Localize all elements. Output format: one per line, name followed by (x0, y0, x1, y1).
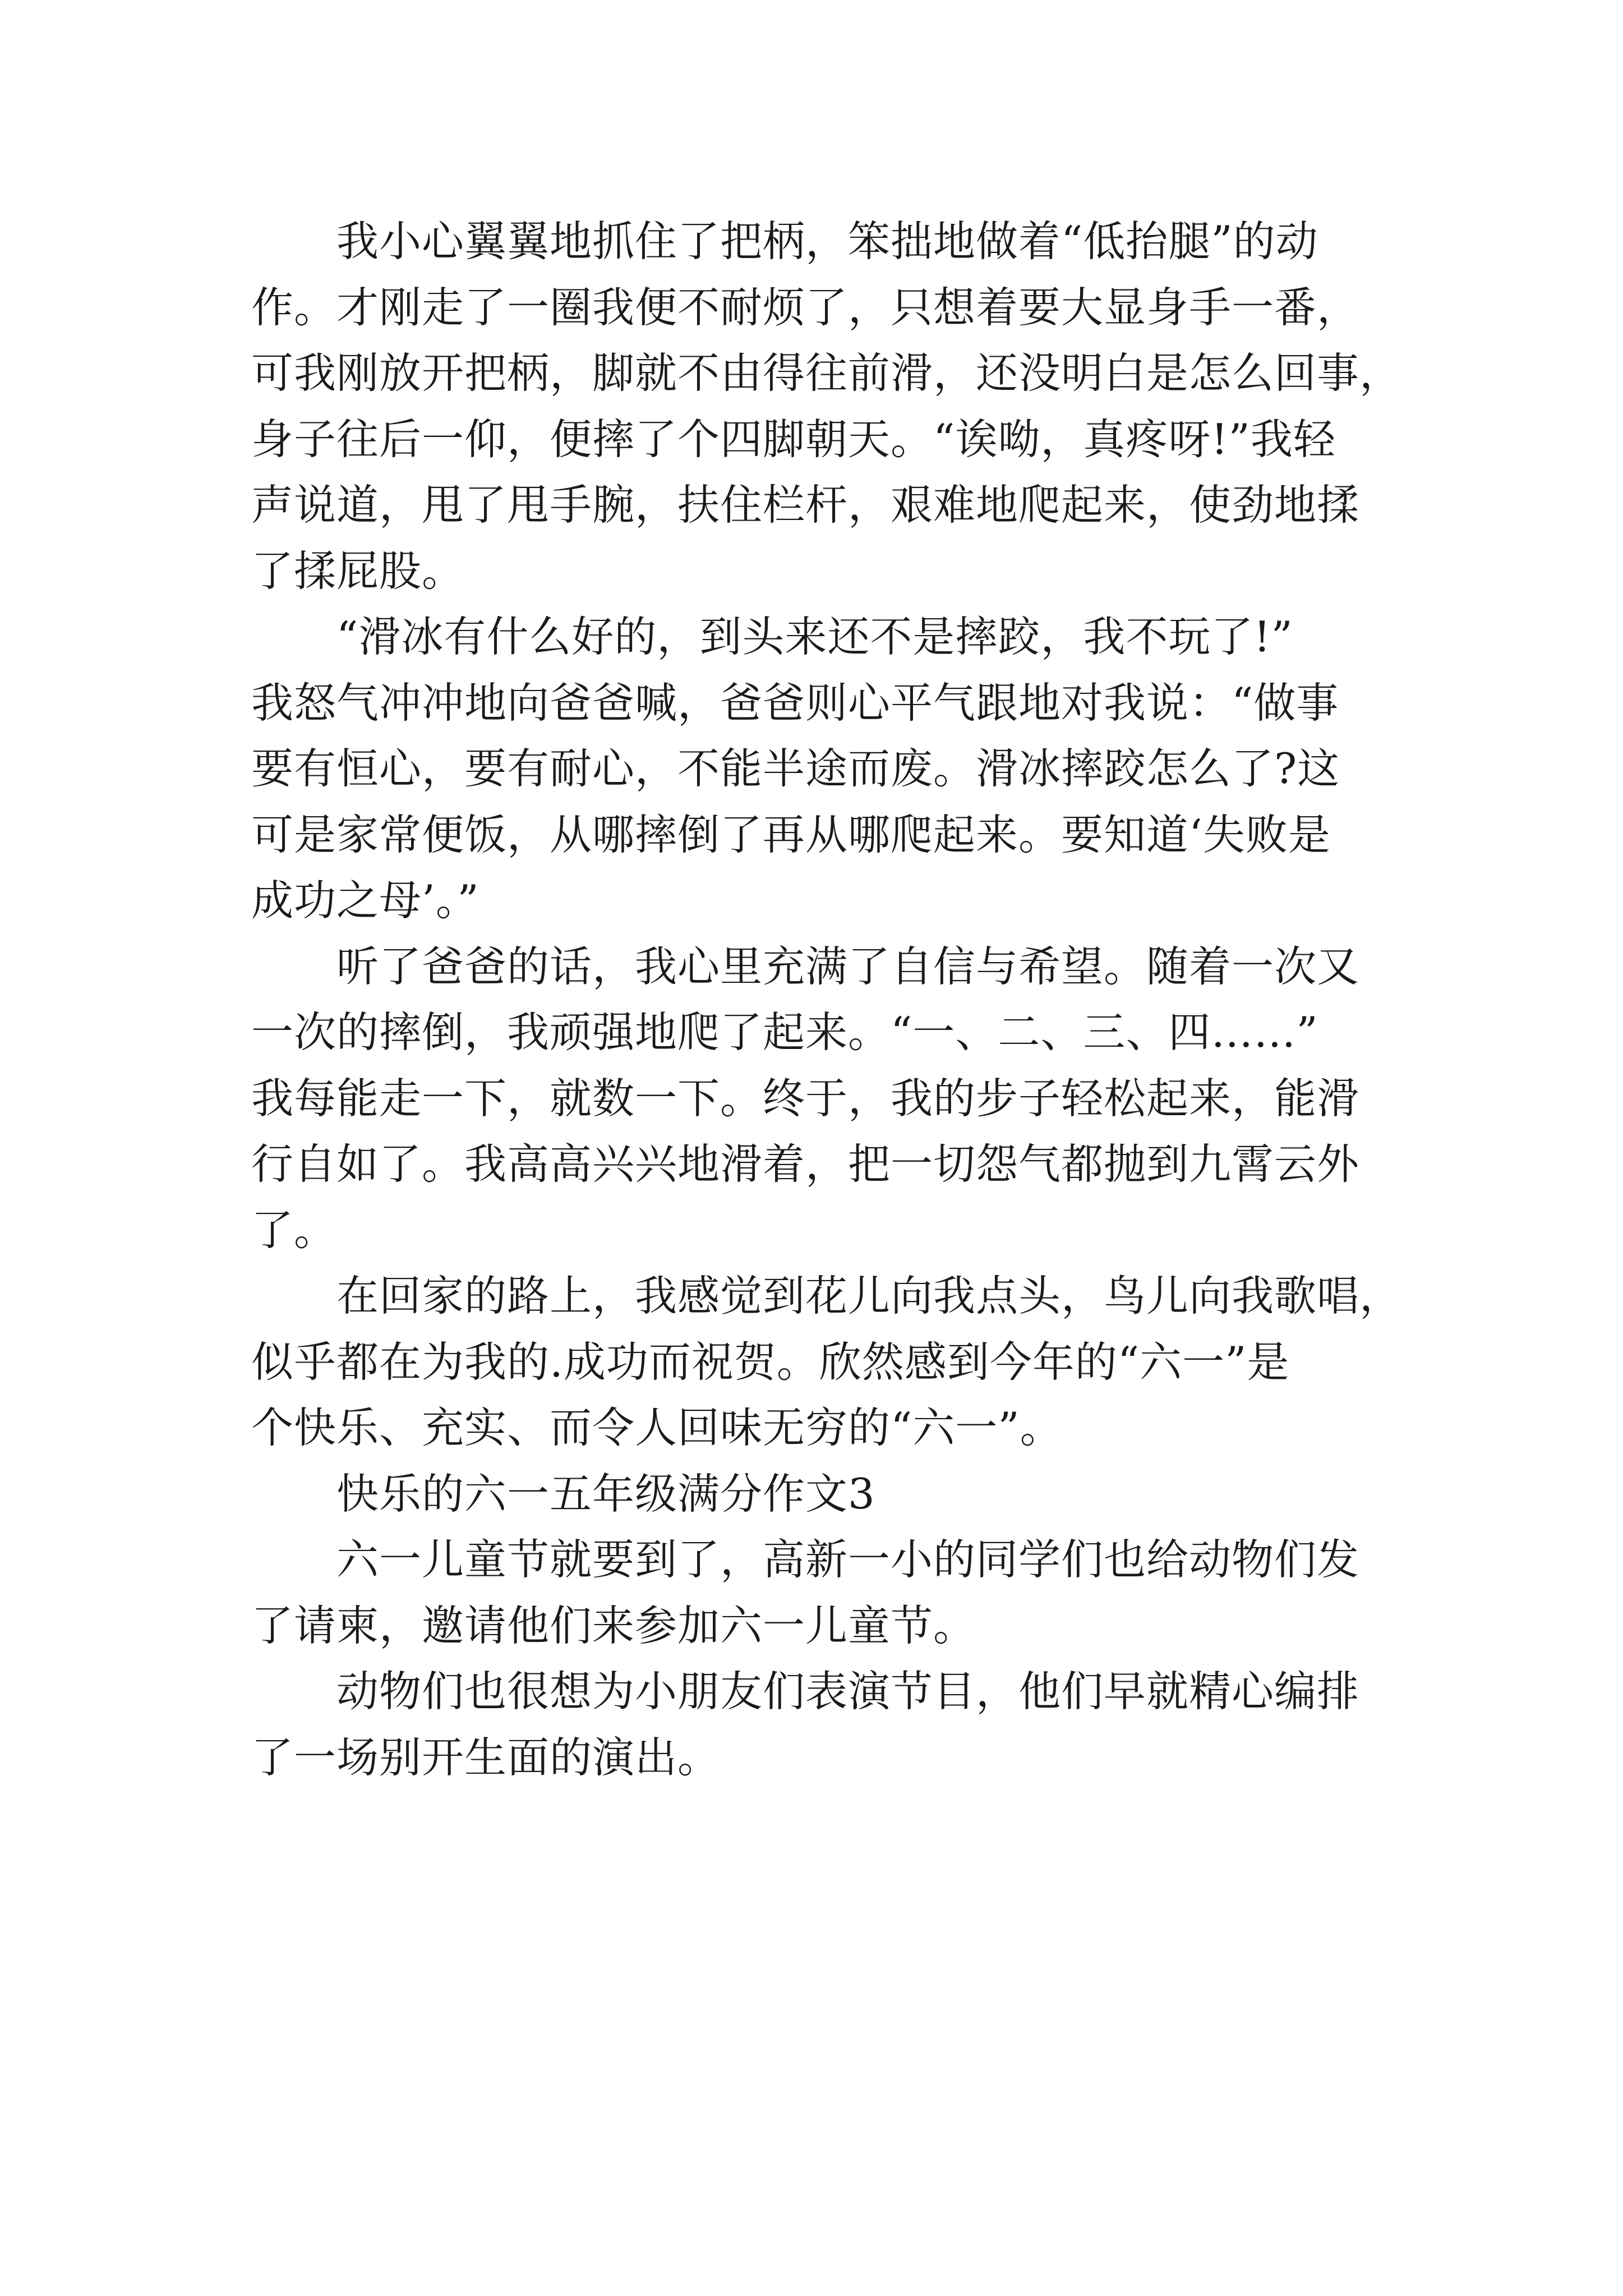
document-body (251, 209, 1403, 1791)
text-line: 个快乐、充实、而令人回味无穷的“六一”。 (251, 1403, 1063, 1452)
text-line: 似乎都在为我的.成功而祝贺。欣然感到今年的“六一”是 (251, 1337, 1290, 1387)
paragraph (251, 1659, 1378, 1791)
text-line: 了。 (251, 1205, 337, 1255)
paragraph (251, 1527, 1378, 1659)
text-line: 听了爸爸的话，我心里充满了自信与希望。随着一次又 (251, 941, 1360, 991)
text-line: 成功之母’。” (251, 876, 479, 925)
paragraph (251, 604, 1378, 934)
text-line: 作。才刚走了一圈我便不耐烦了，只想着要大显身手一番， (251, 282, 1360, 332)
text-line: 我怒气冲冲地向爸爸喊，爸爸则心平气跟地对我说：“做事 (251, 678, 1339, 728)
text-line: 可是家常便饭，从哪摔倒了再从哪爬起来。要知道‘失败是 (251, 809, 1331, 859)
text-line: 一次的摔倒，我顽强地爬了起来。“一、二、三、四……” (251, 1007, 1318, 1057)
text-line: 了请柬，邀请他们来参加六一儿童节。 (251, 1600, 976, 1650)
text-line: 六一儿童节就要到了，高新一小的同学们也给动物们发 (251, 1535, 1360, 1584)
text-line: 可我刚放开把柄，脚就不由得往前滑，还没明白是怎么回事， (251, 348, 1403, 398)
text-line: 了揉屁股。 (251, 546, 465, 596)
text-line: 了一场别开生面的演出。 (251, 1732, 721, 1782)
text-line: 快乐的六一五年级满分作文3 (251, 1469, 875, 1519)
text-line: 行自如了。我高高兴兴地滑着，把一切怨气都抛到九霄云外 (251, 1139, 1360, 1189)
text-line: 在回家的路上，我感觉到花儿向我点头，鸟儿向我歌唱， (251, 1271, 1403, 1320)
text-line: 我小心翼翼地抓住了把柄，笨拙地做着“低抬腿”的动 (251, 217, 1318, 266)
text-line: 要有恒心，要有耐心，不能半途而废。滑冰摔跤怎么了?这 (251, 744, 1340, 793)
paragraph (251, 934, 1378, 1264)
paragraph (251, 1263, 1403, 1461)
text-line: 动物们也很想为小朋友们表演节目，他们早就精心编排 (251, 1667, 1360, 1716)
text-line: “滑冰有什么好的，到头来还不是摔跤，我不玩了!” (251, 612, 1293, 661)
text-line: 我每能走一下，就数一下。终于，我的步子轻松起来，能滑 (251, 1073, 1360, 1123)
text-line: 声说道，甩了甩手腕，扶住栏杆，艰难地爬起来，使劲地揉 (251, 480, 1360, 530)
section-heading (251, 1461, 1378, 1527)
paragraph (251, 209, 1403, 604)
text-line: 身子往后一仰，便摔了个四脚朝天。“诶呦，真疼呀!”我轻 (251, 414, 1336, 464)
